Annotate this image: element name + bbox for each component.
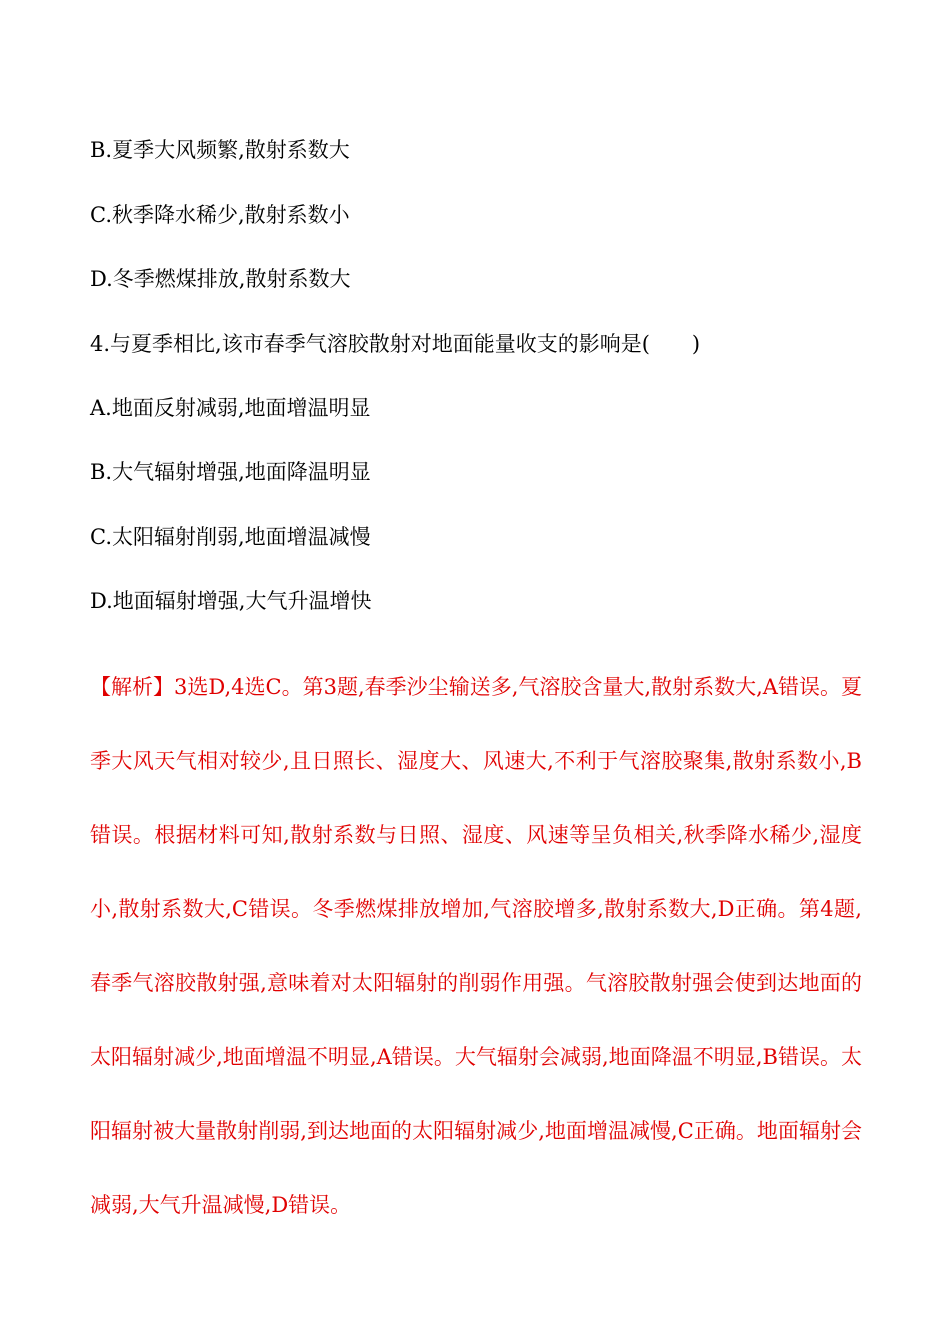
q3-option-b: B.夏季大风频繁,散射系数大 [90, 138, 350, 162]
q4-option-c: C.太阳辐射削弱,地面增温减慢 [90, 525, 371, 549]
q3-option-d: D.冬季燃煤排放,散射系数大 [90, 267, 351, 291]
q4-stem: 4.与夏季相比,该市春季气溶胶散射对地面能量收支的影响是( ) [90, 332, 701, 356]
q4-option-d: D.地面辐射增强,大气升温增快 [90, 589, 372, 613]
q3-option-c: C.秋季降水稀少,散射系数小 [90, 203, 350, 227]
q4-option-b: B.大气辐射增强,地面降温明显 [90, 460, 371, 484]
analysis-paragraph: 【解析】3选D,4选C。第3题,春季沙尘输送多,气溶胶含量大,散射系数大,A错误。夏季大风天气相对较少,且日照长、湿度大、风速大,不利于气溶胶聚集,散射系数小,B错误。根据材料可知,散射系数与日照、湿度、风速等呈负相关,秋季降水稀少,湿度小,散射系数大,C错误。冬季燃煤排放增加,气溶胶增多,散射系数大,D正确。第4题,春季气溶胶散射强,意味着对太阳辐射的削弱作用强。气溶胶散射强会使到达地面的太阳辐射减少,地面增温不明显,A错误。大气辐射会减弱,地面降温不明显,B错误。太阳辐射被大量散射削弱,到达地面的太阳辐射减少,地面增温减慢,C正确。地面辐射会减弱,大气升温减慢,D错误。 [90, 675, 862, 1217]
q4-option-a: A.地面反射减弱,地面增温明显 [90, 396, 371, 420]
